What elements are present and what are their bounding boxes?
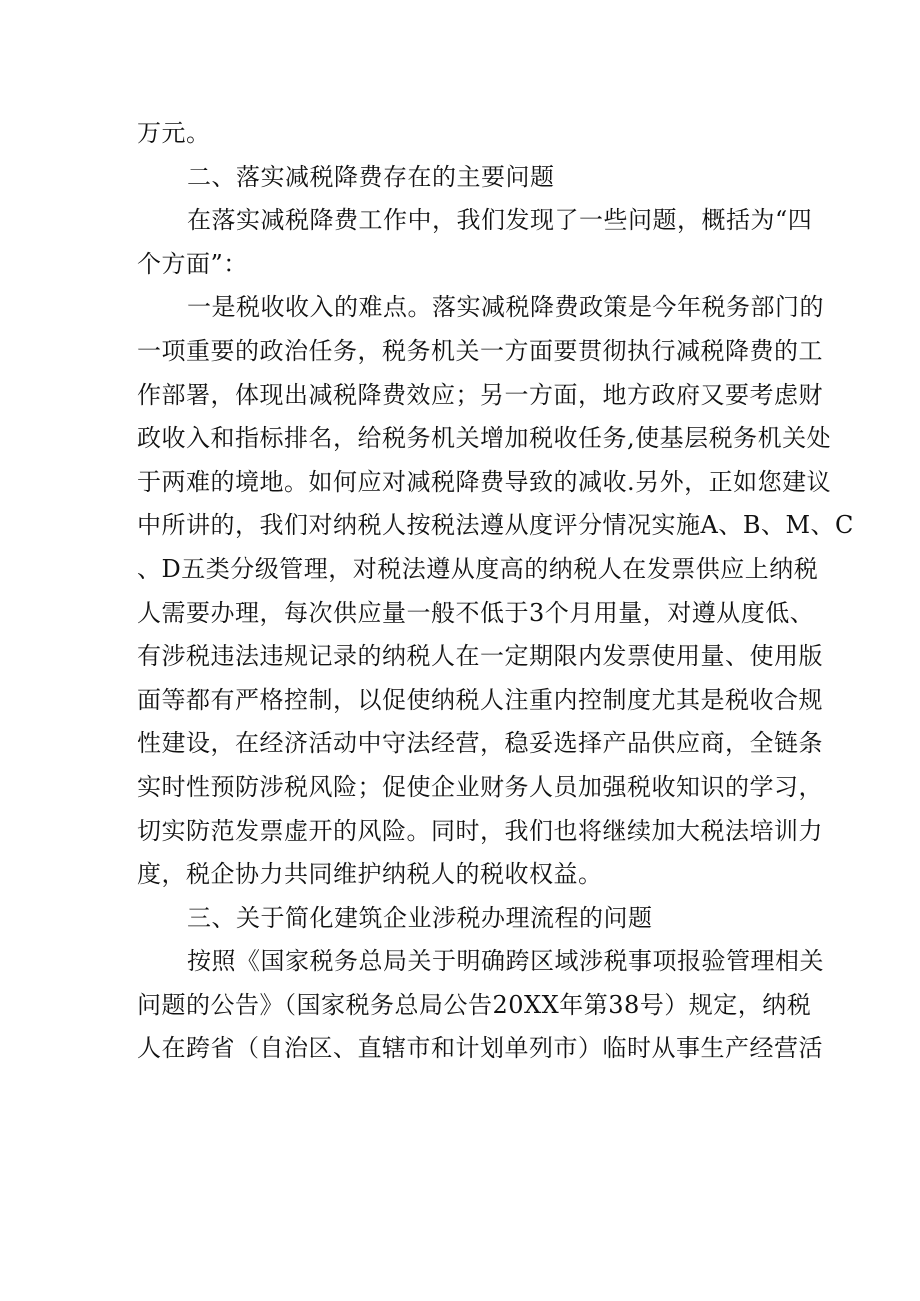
- text-line: 三、关于简化建筑企业涉税办理流程的问题: [187, 903, 653, 932]
- text-line: 一是税收收入的难点。落实减税降费政策是今年税务部门的: [187, 293, 824, 322]
- text-line: 政收入和指标排名，给税务机关增加税收任务,使基层税务机关处: [137, 424, 832, 453]
- text-line: 二、落实减税降费存在的主要问题: [187, 162, 555, 191]
- text-line: 在落实减税降费工作中，我们发现了一些问题，概括为“四: [187, 206, 813, 235]
- text-line: 一项重要的政治任务，税务机关一方面要贯彻执行减税降费的工: [137, 336, 823, 365]
- text-line: 中所讲的，我们对纳税人按税法遵从度评分情况实施A、B、M、C: [137, 511, 854, 540]
- text-line: 于两难的境地。如何应对减税降费导致的减收.另外，正如您建议: [137, 467, 832, 496]
- text-line: 度，税企协力共同维护纳税人的税收权益。: [137, 860, 603, 889]
- text-line: 人需要办理，每次供应量一般不低于3个月用量，对遵从度低、: [137, 598, 815, 627]
- text-line: 面等都有严格控制，以促使纳税人注重内控制度尤其是税收合规: [137, 685, 823, 714]
- text-line: 问题的公告》（国家税务总局公告20XX年第38号）规定，纳税: [137, 990, 812, 1019]
- text-line: 实时性预防涉税风险；促使企业财务人员加强税收知识的学习，: [137, 772, 823, 801]
- text-line: 万元。: [137, 119, 211, 147]
- text-line: 有涉税违法违规记录的纳税人在一定期限内发票使用量、使用版: [137, 642, 823, 671]
- text-line: 切实防范发票虚开的风险。同时，我们也将继续加大税法培训力: [137, 816, 823, 845]
- document-body: [137, 112, 854, 1071]
- text-line: 人在跨省（自治区、直辖市和计划单列市）临时从事生产经营活: [137, 1034, 823, 1063]
- text-line: 作部署，体现出减税降费效应；另一方面，地方政府又要考虑财: [137, 380, 823, 409]
- text-line: 个方面”：: [137, 249, 248, 278]
- text-line: 、D五类分级管理，对税法遵从度高的纳税人在发票供应上纳税: [137, 554, 819, 583]
- text-line: 按照《国家税务总局关于明确跨区域涉税事项报验管理相关: [187, 947, 824, 976]
- text-line: 性建设，在经济活动中守法经营，稳妥选择产品供应商，全链条: [137, 729, 823, 758]
